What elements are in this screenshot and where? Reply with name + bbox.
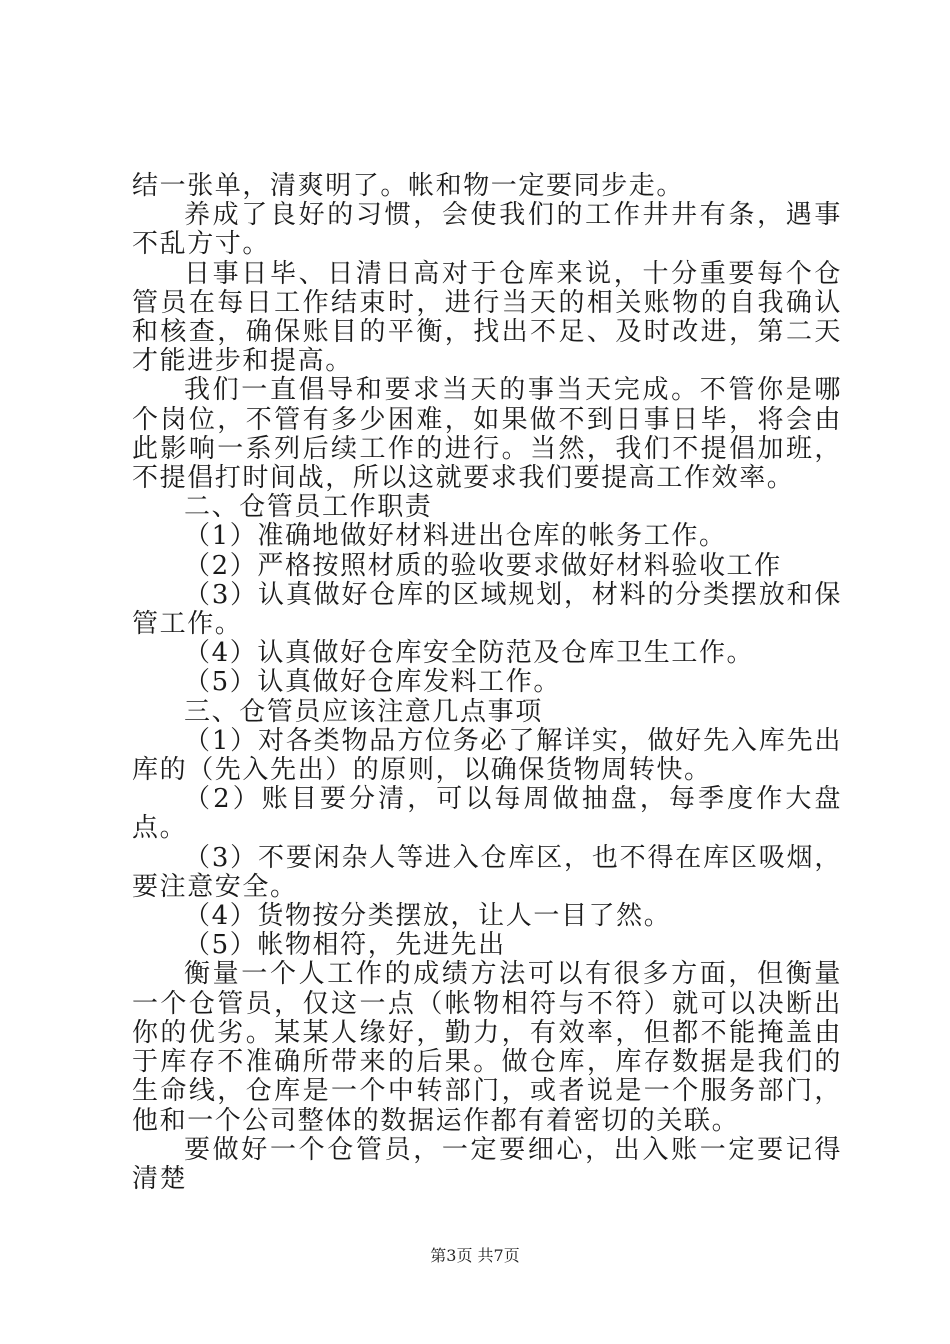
list-item: （3）认真做好仓库的区域规划，材料的分类摆放和保管工作。 — [132, 579, 842, 640]
paragraph: 养成了良好的习惯，会使我们的工作井井有条，遇事不乱方寸。 — [132, 200, 842, 260]
paragraph: 我们一直倡导和要求当天的事当天完成。不管你是哪个岗位，不管有多少困难，如果做不到日事日毕，将会由此影响一系列后续工作的进行。当然，我们不提倡加班，不提倡打时间战，所以这就要求我们要提高工作效率。 — [132, 375, 842, 494]
page-number-footer: 第3页 共7页 — [430, 1246, 520, 1265]
list-item: （4）货物按分类摆放，让人一目了然。 — [184, 901, 672, 932]
list-item: （1）对各类物品方位务必了解详实，做好先入库先出库的（先入先出）的原则，以确保货物周转快。 — [132, 725, 842, 786]
document-body — [132, 172, 842, 1194]
section-heading: 三、仓管员应该注意几点事项 — [184, 696, 543, 727]
list-item: （1）准确地做好材料进出仓库的帐务工作。 — [184, 521, 727, 552]
list-item: （2）账目要分清，可以每周做抽盘，每季度作大盘点。 — [132, 784, 842, 844]
list-item: （5）帐物相符，先进先出 — [184, 930, 506, 961]
list-item: （4）认真做好仓库安全防范及仓库卫生工作。 — [184, 638, 755, 669]
paragraph: 日事日毕、日清日高对于仓库来说，十分重要每个仓管员在每日工作结束时，进行当天的相关账物的自我确认和核查，确保账目的平衡，找出不足、及时改进，第二天才能进步和提高。 — [132, 258, 842, 377]
list-item: （3）不要闲杂人等进入仓库区，也不得在库区吸烟，要注意安全。 — [132, 842, 842, 902]
paragraph: 结一张单，清爽明了。帐和物一定要同步走。 — [132, 171, 685, 201]
paragraph: 要做好一个仓管员，一定要细心，出入账一定要记得清楚 — [132, 1134, 842, 1194]
paragraph: 衡量一个人工作的成绩方法可以有很多方面，但衡量一个仓管员，仅这一点（帐物相符与不符）就可以决断出你的优劣。某某人缘好，勤力，有效率，但都不能掩盖由于库存不准确所带来的后果。做仓库，库存数据是我们的生命线，仓库是一个中转部门，或者说是一个服务部门，他和一个公司整体的数据运作都有着密切的关联。 — [132, 959, 842, 1136]
section-heading: 二、仓管员工作职责 — [184, 492, 433, 523]
list-item: （2）严格按照材质的验收要求做好材料验收工作 — [184, 550, 782, 581]
list-item: （5）认真做好仓库发料工作。 — [184, 667, 561, 698]
